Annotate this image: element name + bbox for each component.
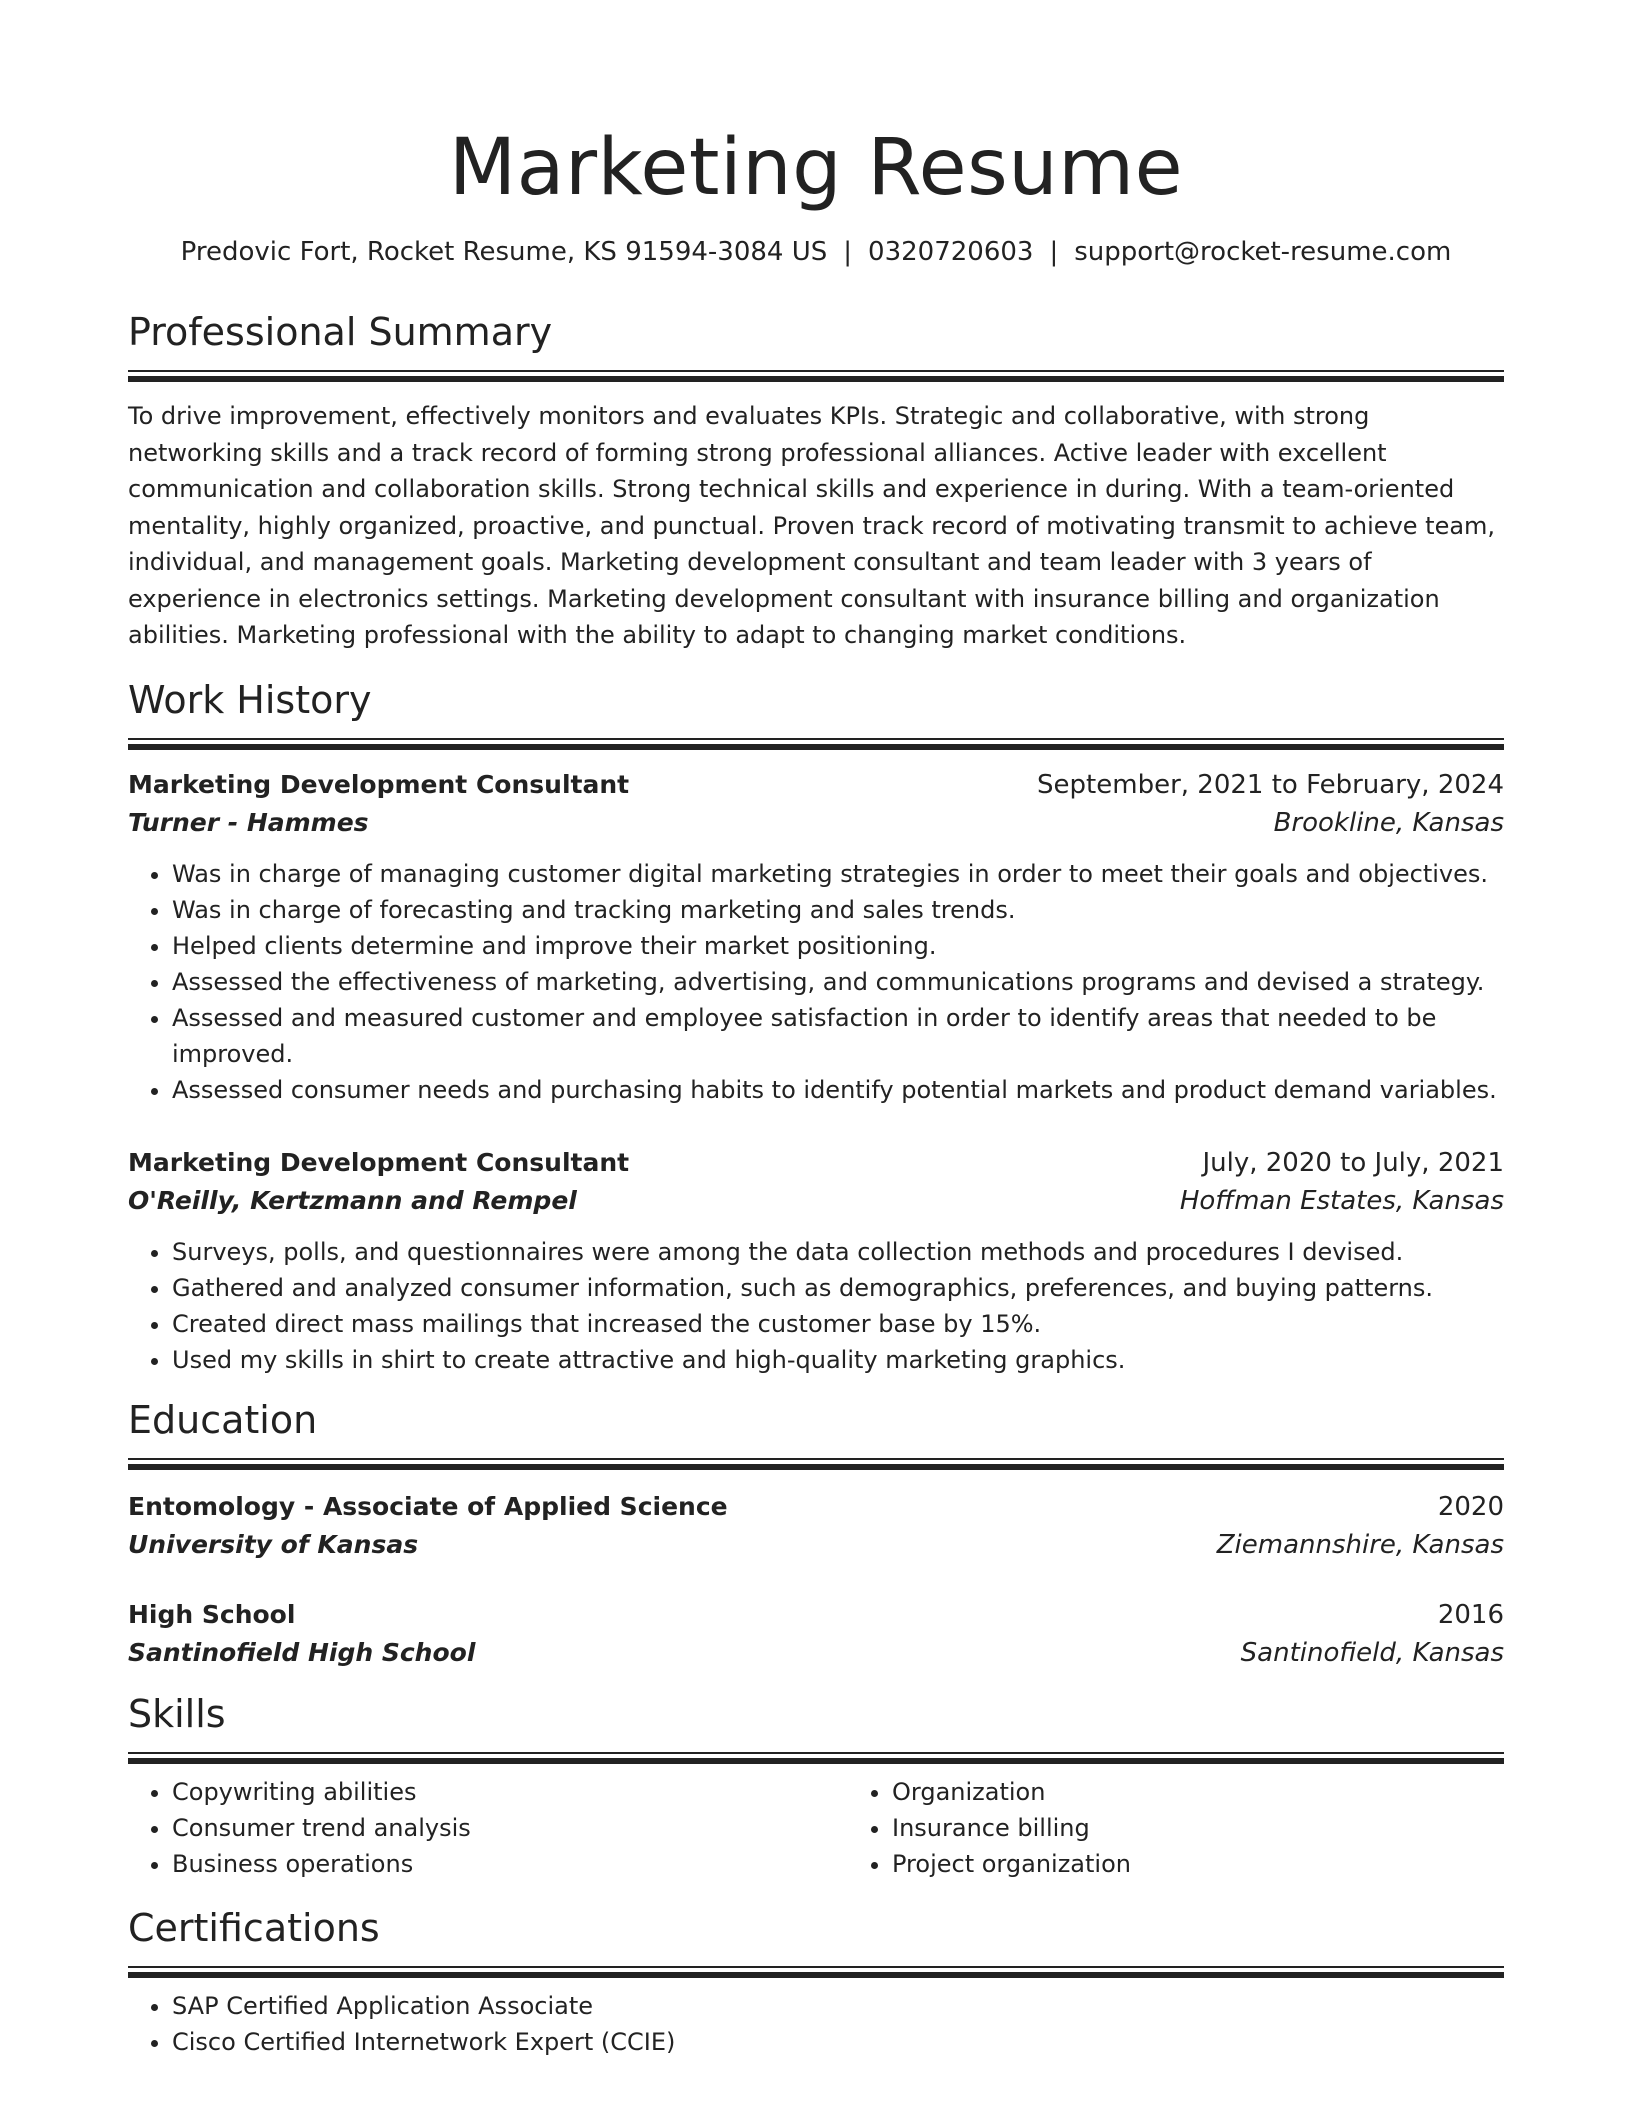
skills-list-right — [848, 1774, 1504, 1882]
section-title-certifications: Certifications — [128, 1905, 380, 1950]
list-item: • Copywriting abilities — [172, 1774, 848, 1810]
contact-email: support@rocket-resume.com — [1074, 237, 1452, 267]
resume-title: Marketing Resume — [448, 123, 1184, 213]
job-entry — [128, 766, 1504, 1108]
list-item: • Consumer trend analysis — [172, 1810, 848, 1846]
contact-phone: 0320720603 — [868, 237, 1034, 267]
section-title-education: Education — [128, 1397, 318, 1442]
section-divider — [128, 1966, 1504, 1978]
job-entry — [128, 1144, 1504, 1378]
job-dates: September, 2021 to February, 2024 — [1037, 769, 1504, 800]
list-item: • Cisco Certified Internetwork Expert (CCIE) — [172, 2024, 1504, 2060]
education-entry — [128, 1488, 1504, 1564]
section-divider — [128, 1752, 1504, 1764]
job-duties — [128, 856, 1504, 1108]
list-item: • Used my skills in shirt to create attractive and high-quality marketing graphics. — [172, 1342, 1504, 1378]
list-item: • Assessed and measured customer and employee satisfaction in order to identify areas that needed to be improved. — [172, 1000, 1504, 1072]
job-location: Hoffman Estates, Kansas — [1179, 1185, 1504, 1216]
certifications-section — [128, 1904, 1504, 2060]
contact-line — [128, 234, 1504, 270]
list-item: • Insurance billing — [892, 1810, 1504, 1846]
section-title-work: Work History — [128, 677, 372, 722]
education-degree: High School — [128, 1599, 296, 1629]
education-location: Santinofield, Kansas — [1240, 1637, 1504, 1668]
contact-address: Predovic Fort, Rocket Resume, KS 91594-3084 US — [180, 237, 828, 267]
job-location: Brookline, Kansas — [1273, 807, 1504, 838]
work-history-section — [128, 676, 1504, 1378]
job-position: Marketing Development Consultant — [128, 1147, 630, 1177]
skills-columns — [128, 1774, 1504, 1882]
job-company: Turner - Hammes — [128, 807, 369, 837]
section-divider — [128, 370, 1504, 382]
job-company: O'Reilly, Kertzmann and Rempel — [128, 1185, 577, 1215]
education-degree: Entomology - Associate of Applied Science — [128, 1491, 728, 1521]
list-item: • Organization — [892, 1774, 1504, 1810]
certifications-list — [128, 1988, 1504, 2060]
list-item: • Was in charge of managing customer digital marketing strategies in order to meet their goals and objectives. — [172, 856, 1504, 892]
list-item: • Gathered and analyzed consumer information, such as demographics, preferences, and buying patterns. — [172, 1270, 1504, 1306]
education-school: University of Kansas — [128, 1529, 419, 1559]
list-item: • Project organization — [892, 1846, 1504, 1882]
education-year: 2016 — [1437, 1599, 1504, 1630]
list-item: • Was in charge of forecasting and tracking marketing and sales trends. — [172, 892, 1504, 928]
education-school: Santinofield High School — [128, 1637, 476, 1667]
section-divider — [128, 1458, 1504, 1470]
education-year: 2020 — [1437, 1491, 1504, 1522]
education-entry — [128, 1596, 1504, 1672]
list-item: • SAP Certified Application Associate — [172, 1988, 1504, 2024]
education-section — [128, 1396, 1504, 1672]
contact-separator: | — [843, 237, 853, 267]
job-duties — [128, 1234, 1504, 1378]
section-title-skills: Skills — [128, 1691, 226, 1736]
skills-list-left — [128, 1774, 848, 1882]
list-item: • Created direct mass mailings that increased the customer base by 15%. — [172, 1306, 1504, 1342]
list-item: • Helped clients determine and improve their market positioning. — [172, 928, 1504, 964]
section-title-summary: Professional Summary — [128, 310, 553, 354]
summary-text: To drive improvement, effectively monitors and evaluates KPIs. Strategic and collaborative, with strong networking skills and a track record of forming strong professional alliances. Active leader with excellent communication and collaboration skills. Strong technical skills and experience in during. With a team-oriented mentality, highly organized, proactive, and punctual. Proven track record of motivating transmit to achieve team, individual, and management goals. Marketing development consultant and team leader with 3 years of experience in electronics settings. Marketing development consultant with insurance billing and organization abilities. Marketing professional with the ability to adapt to changing market conditions. — [128, 402, 1496, 649]
list-item: • Assessed consumer needs and purchasing habits to identify potential markets and product demand variables. — [172, 1072, 1504, 1108]
list-item: • Assessed the effectiveness of marketing, advertising, and communications programs and devised a strategy. — [172, 964, 1504, 1000]
contact-separator: | — [1049, 237, 1059, 267]
education-location: Ziemannshire, Kansas — [1216, 1529, 1504, 1560]
job-position: Marketing Development Consultant — [128, 769, 630, 799]
list-item: • Business operations — [172, 1846, 848, 1882]
skills-section — [128, 1690, 1504, 1882]
list-item: • Surveys, polls, and questionnaires were among the data collection methods and procedures I devised. — [172, 1234, 1504, 1270]
job-dates: July, 2020 to July, 2021 — [1202, 1147, 1504, 1178]
section-divider — [128, 738, 1504, 750]
summary-section — [128, 308, 1504, 654]
